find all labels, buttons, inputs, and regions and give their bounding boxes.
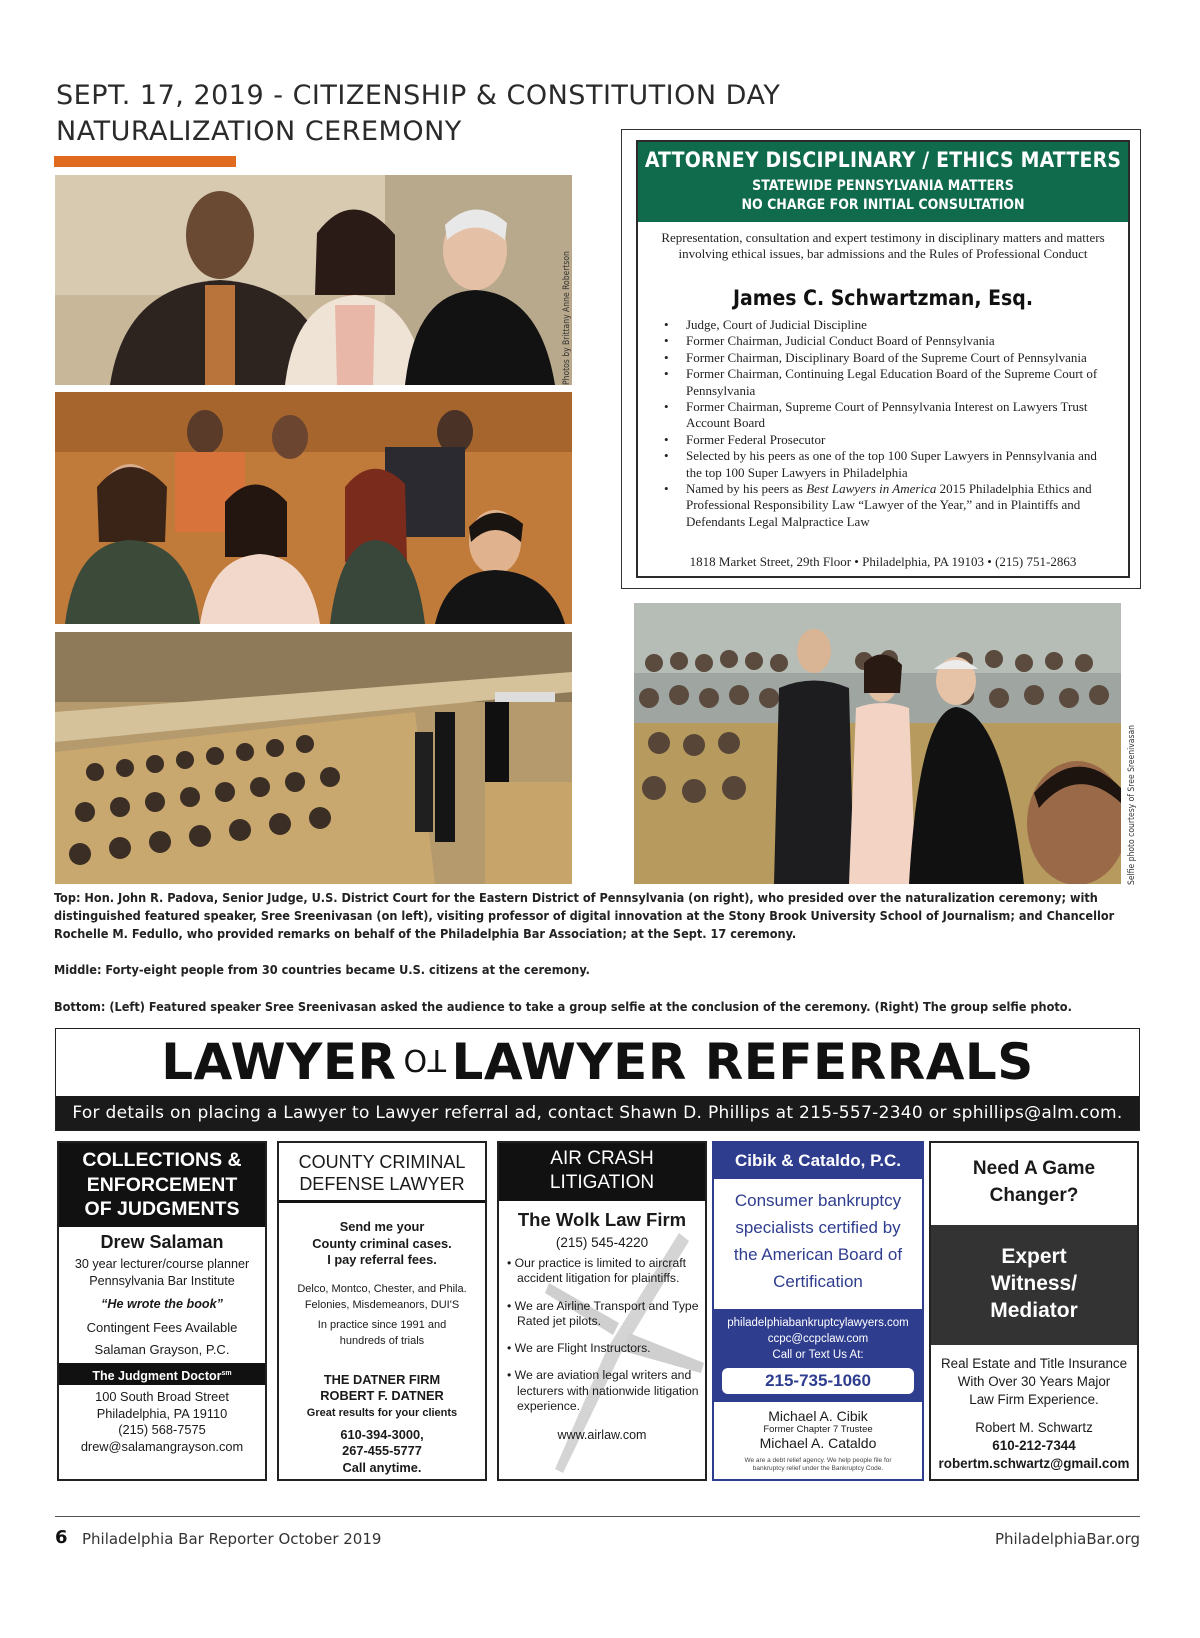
text-line: Consumer bankruptcy [734,1191,902,1210]
list-item-emphasis: Best Lawyers in America [806,481,937,497]
ad-subheading-2: NO CHARGE FOR INITIAL CONSULTATION [741,197,1025,213]
bullet-text: We are Airline Transport and Type Rated jet pilots. [514,1298,699,1328]
collections-heading [59,1143,265,1227]
text-line: Send me your [339,1219,425,1234]
text-line: Felonies, Misdemeanors, DUI'S [304,1299,460,1311]
caption-bottom: Bottom: (Left) Featured speaker Sree Sreenivasan asked the audience to take a group selfie at the conclusion of the ceremony. (Right) The group selfie photo. [54,999,1072,1014]
heading-line: AIR CRASH [550,1148,654,1169]
photo-credit-selfie: Selfie photo courtesy of Sree Sreenivasan [1127,724,1137,885]
bankruptcy-call-label: Call or Text Us At: [772,1349,864,1361]
publication-name: Philadelphia Bar Reporter October 2019 [82,1530,382,1548]
text-line: Delco, Montco, Chester, and Phila. [297,1282,467,1295]
criminal-firm [279,1372,485,1405]
referral-ad-bankruptcy [712,1141,924,1481]
referral-ad-collections [57,1141,267,1481]
bankruptcy-attorney-1-title: Former Chapter 7 Trustee [763,1424,873,1435]
list-item: • Former Chairman, Supreme Court of Pennsylvania Interest on Lawyers Trust Account Board [660,399,1115,432]
collections-quote: “He wrote the book” [101,1297,223,1311]
bankruptcy-contact-band [714,1309,922,1402]
list-item [660,481,1115,530]
ad-credentials-list [660,317,1115,530]
ad-attorney-disciplinary [636,140,1130,578]
text-line: Certification [773,1272,863,1291]
expert-email: robertm.schwartz@gmail.com [938,1456,1130,1471]
band-line: Mediator [990,1299,1078,1322]
collections-fees: Contingent Fees Available [86,1320,238,1335]
text-line: Call anytime. [342,1459,422,1475]
text-line: 100 South Broad Street [95,1389,229,1404]
expert-description [931,1355,1137,1409]
text-line: In practice since 1991 and [317,1318,447,1331]
text-line: With Over 30 Years Major [957,1374,1111,1389]
list-item: • Selected by his peers as one of the top 100 Super Lawyers in Pennsylvania and the top 100 Super Lawyers in Philadelphia [660,448,1115,481]
site-link[interactable]: PhiladelphiaBar.org [994,1530,1140,1548]
bankruptcy-heading: Cibik & Cataldo, P.C. [714,1143,922,1179]
expert-heading [931,1143,1137,1225]
aircrash-phone: (215) 545-4220 [555,1235,649,1250]
collections-address [59,1389,265,1455]
list-item-text: 2015 Philadelphia Ethics and Professional Responsibility Law “Lawyer of the Year,” and in Plaintiffs and Defendants Legal Malpractice Law [686,481,1092,529]
referrals-banner [55,1028,1140,1131]
referral-ad-air-crash [497,1141,707,1481]
text-line: ROBERT F. DATNER [320,1388,444,1403]
text-line: drew@salamangrayson.com [80,1438,244,1454]
referrals-title-right: LAWYER REFERRALS [451,1033,1034,1091]
referrals-title [56,1033,1139,1091]
collections-attorney-name: Drew Salaman [100,1232,224,1252]
bankruptcy-web: philadelphiabankruptcylawyers.com [727,1317,909,1329]
bankruptcy-attorney-1: Michael A. Cibik [768,1408,868,1424]
aircrash-firm: The Wolk Law Firm [517,1209,687,1230]
heading-line: Need A Game [972,1158,1096,1179]
bankruptcy-email: ccpc@ccpclaw.com [767,1333,869,1345]
referral-ad-expert-witness [929,1141,1139,1481]
heading-line: COLLECTIONS & [82,1149,242,1171]
heading-line: DEFENSE LAWYER [299,1174,465,1194]
referrals-title-to: TO [402,1042,446,1077]
list-item: • Judge, Court of Judicial Discipline [660,317,1115,333]
criminal-details [279,1281,485,1350]
tagline-text: The Judgment Doctor [92,1369,222,1384]
aircrash-url: www.airlaw.com [557,1428,647,1443]
bankruptcy-blurb [714,1187,922,1295]
text-line: the American Board of [733,1245,903,1264]
page-title: SEPT. 17, 2019 - CITIZENSHIP & CONSTITUTION DAY NATURALIZATION CEREMONY [56,80,781,147]
photo-group-selfie [634,603,1121,884]
collections-credentials [59,1256,265,1290]
list-item-text: Named by his peers as [686,481,807,497]
ad-intro: Representation, consultation and expert testimony in disciplinary matters and matters involving ethical issues, bar admissions and the Rules of Professional Conduct [661,230,1105,261]
text-line: Philadelphia, PA 19110 [96,1405,228,1421]
text-line: County criminal cases. [312,1235,452,1251]
list-item: • Former Chairman, Disciplinary Board of the Supreme Court of Pennsylvania [660,350,1115,366]
text-line: (215) 568-7575 [118,1422,206,1437]
text-line: 610-394-3000, [340,1426,424,1442]
list-item: • Former Chairman, Continuing Legal Education Board of the Supreme Court of Pennsylvania [660,366,1115,399]
text-line: Law Firm Experience. [969,1392,1099,1407]
text-line: specialists certified by [735,1218,901,1237]
text-line: 30 year lecturer/course planner [74,1257,250,1271]
list-item: • Former Chairman, Judicial Conduct Board of Pennsylvania [660,333,1115,349]
list-item: • We are Flight Instructors. [507,1341,651,1356]
ad-heading: ATTORNEY DISCIPLINARY / ETHICS MATTERS [644,148,1122,172]
ad-subheading-1: STATEWIDE PENNSYLVANIA MATTERS [752,178,1014,194]
criminal-phones [279,1427,485,1477]
text-line: THE DATNER FIRM [323,1371,441,1387]
band-line: Expert [1001,1245,1067,1268]
list-item: • We are Airline Transport and Type Rated jet pilots. [507,1298,699,1328]
heading-line: LITIGATION [549,1172,655,1193]
collections-tagline [59,1363,265,1385]
band-line: Witness/ [990,1272,1078,1295]
list-item: • We are aviation legal writers and lecturers with nationwide litigation experience. [507,1368,699,1414]
photo-three-speakers [55,175,572,385]
bullet-text: Our practice is limited to aircraft accident litigation for plaintiffs. [514,1256,687,1286]
expert-phone: 610-212-7344 [992,1438,1076,1453]
title-accent-rule [54,156,236,167]
ad-attorney-name: James C. Schwartzman, Esq. [732,286,1033,310]
criminal-tagline: Great results for your clients [306,1406,458,1419]
referral-ad-criminal-defense [277,1141,487,1481]
expert-band [931,1225,1137,1345]
bankruptcy-attorney-2: Michael A. Cataldo [759,1435,877,1451]
bankruptcy-phone: 215-735-1060 [722,1368,914,1394]
text-line: hundreds of trials [339,1335,425,1347]
list-item: • Former Federal Prosecutor [660,432,1115,448]
collections-firm: Salaman Grayson, P.C. [94,1342,230,1357]
list-item: • Our practice is limited to aircraft accident litigation for plaintiffs. [507,1256,687,1286]
referrals-title-left: LAWYER [161,1033,397,1091]
page-number: 6 [55,1527,68,1548]
heading-line: COUNTY CRIMINAL [298,1152,466,1172]
tagline-sup: sm [221,1370,232,1377]
footer-rule [55,1516,1140,1517]
text-line: Pennsylvania Bar Institute [89,1274,235,1288]
criminal-heading [279,1143,485,1203]
text-line: I pay referral fees. [327,1252,437,1267]
expert-name: Robert M. Schwartz [975,1420,1093,1435]
photo-credit-top: Photos by Brittany Anne Robertson [562,251,572,385]
ad-address: 1818 Market Street, 29th Floor • Philadelphia, PA 19103 • (215) 751-2863 [689,554,1077,569]
photo-new-citizens [55,392,572,624]
caption-top: Top: Hon. John R. Padova, Senior Judge, U.S. District Court for the Eastern District of Pennsylvania (on right), who presided over the naturalization ceremony; with distinguished featured speaker, Sree Sreenivasan (on left), visiting professor of digital innovation at the Stony Brook University School of Journalism; and Chancellor Rochelle M. Fedullo, who provided remarks on behalf of the Philadelphia Bar Association; at the Sept. 17 ceremony. [54,890,1115,941]
bullet-text: We are aviation legal writers and lecturers with nationwide litigation experience. [514,1368,699,1414]
ad-header-band [638,142,1128,222]
heading-line: Changer? [989,1185,1079,1206]
photo-auditorium [55,632,572,884]
heading-line: OF JUDGMENTS [84,1198,240,1220]
aircrash-heading [499,1143,705,1201]
bullet-text: We are Flight Instructors. [514,1341,651,1356]
caption-middle: Middle: Forty-eight people from 30 countries became U.S. citizens at the ceremony. [54,962,590,977]
text-line: Real Estate and Title Insurance [940,1356,1128,1371]
text-line: 267-455-5777 [342,1443,422,1458]
bankruptcy-disclaimer: We are a debt relief agency. We help people file for bankruptcy relief under the Bankruptcy Code. [744,1457,892,1472]
criminal-intro [279,1219,485,1269]
heading-line: ENFORCEMENT [86,1173,238,1196]
referrals-contact-strip: For details on placing a Lawyer to Lawyer referral ad, contact Shawn D. Phillips at 215-557-2340 or sphillips@alm.com. [56,1096,1139,1130]
aircrash-bullets [507,1256,699,1414]
